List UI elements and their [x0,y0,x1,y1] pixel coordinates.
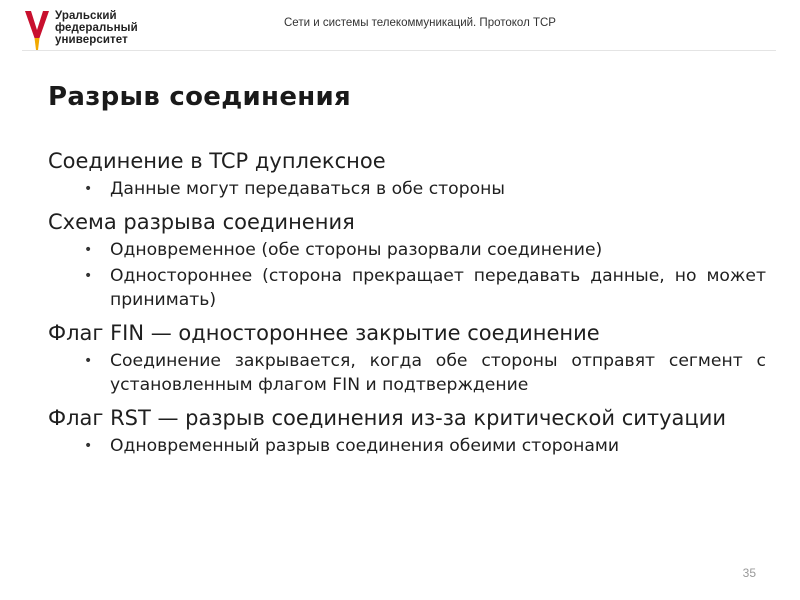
bullet-list [48,349,766,397]
bullet-list [48,177,766,201]
list-item-text: Одностороннее (сторона прекращает передавать данные, но может принимать) [110,266,766,310]
list-item [48,349,766,397]
section-heading: Схема разрыва соединения [48,210,355,234]
bullet-list [48,434,766,458]
slide-content [48,148,766,460]
bullet-icon: • [84,181,93,197]
section-duplex [48,148,766,201]
list-item [48,434,766,458]
list-item-text: Данные могут передаваться в обе стороны [110,179,505,199]
list-item-text: Одновременный разрыв соединения обеими сторонами [110,436,620,456]
list-item [48,177,766,201]
university-logo [22,8,222,52]
logo-line-1: Уральский [55,10,117,22]
logo-line-3: университет [55,34,128,46]
list-item [48,264,766,312]
bullet-icon: • [84,268,93,284]
section-disconnect-scheme [48,209,766,312]
bullet-list [48,238,766,312]
course-title: Сети и системы телекоммуникаций. Протокол TCP [284,17,556,29]
bullet-icon: • [84,242,93,258]
bullet-icon: • [84,353,93,369]
bullet-icon: • [84,438,93,454]
logo-text [55,10,138,46]
section-heading: Флаг FIN — одностороннее закрытие соединение [48,321,600,345]
logo-line-2: федеральный [55,22,138,34]
list-item-text: Одновременное (обе стороны разорвали соединение) [110,240,603,260]
section-fin-flag [48,320,766,397]
list-item [48,238,766,262]
slide-title: Разрыв соединения [48,82,352,112]
page-number: 35 [742,566,756,580]
section-heading: Флаг RST — разрыв соединения из-за критической ситуации [48,406,727,430]
section-heading: Соединение в TCP дуплексное [48,149,386,173]
header-divider [22,50,776,51]
section-rst-flag [48,405,766,458]
list-item-text: Соединение закрывается, когда обе стороны отправят сегмент с установленным флагом FIN и подтверждение [110,351,766,395]
ural-university-logo-icon [22,8,52,52]
